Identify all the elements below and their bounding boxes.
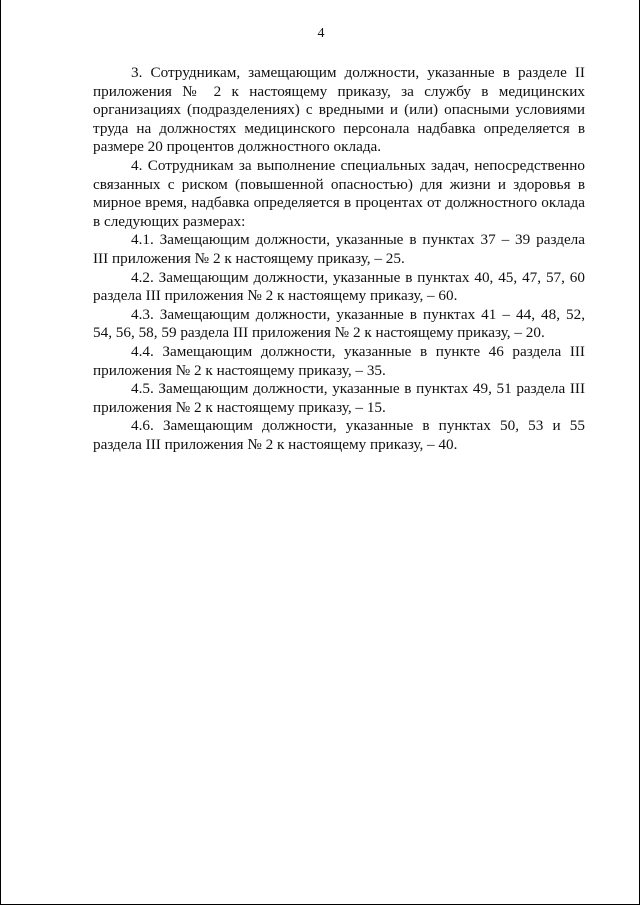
document-body [93,64,585,454]
page-number: 4 [317,26,325,41]
paragraph-4-3: 4.3. Замещающим должности, указанные в пунктах 41 – 44, 48, 52, 54, 56, 58, 59 раздела III приложения № 2 к настоящему приказу, – 20. [93,305,585,342]
paragraph-4-4: 4.4. Замещающим должности, указанные в пункте 46 раздела III приложения № 2 к настоящему приказу, – 35. [93,342,585,379]
paragraph-4-5: 4.5. Замещающим должности, указанные в пунктах 49, 51 раздела III приложения № 2 к настоящему приказу, – 15. [93,380,585,416]
paragraph-4-6: 4.6. Замещающим должности, указанные в пунктах 50, 53 и 55 раздела III приложения № 2 к настоящему приказу, – 40. [93,417,585,453]
paragraph-4-1: 4.1. Замещающим должности, указанные в пунктах 37 – 39 раздела III приложения № 2 к настоящему приказу, – 25. [93,231,585,267]
paragraph-3: 3. Сотрудникам, замещающим должности, указанные в разделе II приложения № 2 к настоящему приказу, за службу в медицинских организациях (подразделениях) с вредными и (или) опасными условиями труда на должностях медицинского персонала надбавка определяется в размере 20 процентов должностного оклада. [93,64,585,156]
paragraph-4-2: 4.2. Замещающим должности, указанные в пунктах 40, 45, 47, 57, 60 раздела III приложения № 2 к настоящему приказу, – 60. [93,268,585,305]
paragraph-4: 4. Сотрудникам за выполнение специальных задач, непосредственно связанных с риском (повышенной опасностью) для жизни и здоровья в мирное время, надбавка определяется в процентах от должностного оклада в следующих размерах: [93,156,585,230]
